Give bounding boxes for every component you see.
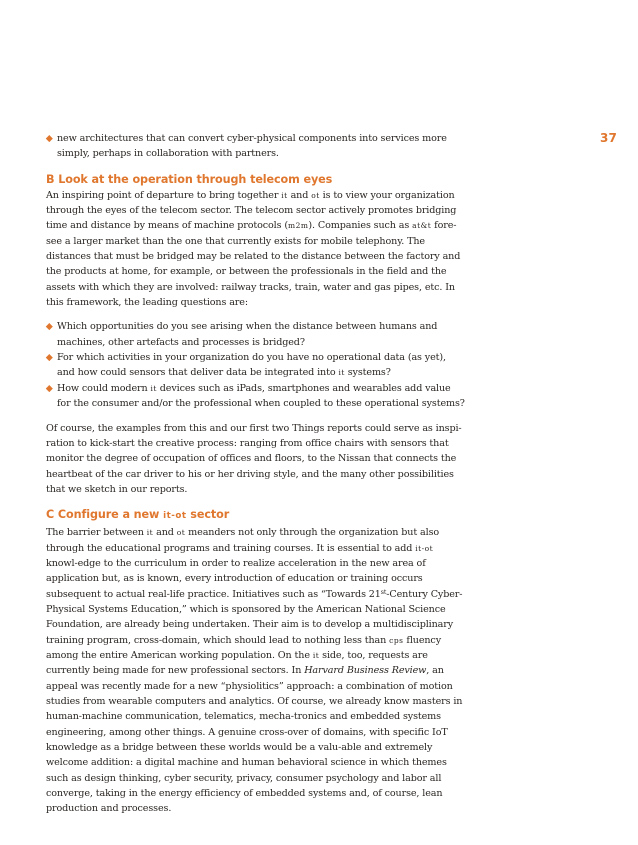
list-item-text: How could modern it devices such as iPads, smartphones and wearables add value for the consumer and/or the professional when coupled to these operational systems? [57,382,465,410]
section-c-paragraph: The barrier between it and ot meanders not only through the organization but also through the educational programs and training courses. It is essential to add it-ot knowl-edge to the curriculum in order to realize acceleration in the new area of application but, as is known, every introduction of education or training occurs subsequent to actual real-life practice. Initiatives such as “Towards 21st-Century Cyber-Physical Systems Education,” which is sponsored by the American National Science Foundation, are already being undertaken. Their aim is to develop a multidisciplinary training program, cross-domain, which should lead to nothing less than cps fluency among the entire American working population. On the it side, too, requests are currently being made for new professional sectors. In Harvard Business Review, an appeal was recently made for a new “physiolitics” approach: a combination of motion studies from wearable computers and analytics. Of course, we already know masters in human-machine communication, telematics, mecha-tronics and embedded systems engineering, among other things. A genuine cross-over of domains, with specific IoT knowledge as a bridge between these worlds would be a valu-able and extremely welcome addition: a digital machine and human behavioral science in which themes such as design thinking, cyber security, privacy, consumer psychology and labor all converge, taking in the energy efficiency of embedded systems and, of course, lean production and processes. [46,527,463,815]
question-list [46,319,466,411]
list-item [46,350,466,381]
list-item-text: Which opportunities do you see arising when the distance between humans and machines, other artefacts and processes is bridged? [57,321,438,348]
list-item [46,319,466,350]
list-item [46,131,466,162]
diamond-bullet-icon [46,354,52,360]
intro-bullet-list [46,131,466,162]
section-b-paragraph: An inspiring point of departure to bring together it and ot is to view your organization through the eyes of the telecom sector. The telecom sector actively promotes bridging time and distance by means of machine protocols (m2m). Companies such as at&t fore-see a larger market than the one that currently exists for mobile telephony. The distances that must be bridged may be related to the distance between the factory and the products at home, for example, or between the professionals in the field and the assets with which they are involved: railway tracks, train, water and gas pipes, etc. In this framework, the leading questions are: [46,189,461,309]
section-b-heading: B Look at the operation through telecom eyes [46,172,333,186]
section-c-heading: C Configure a new it-ot sector [46,508,230,522]
diamond-bullet-icon [46,323,52,329]
diamond-bullet-icon [46,135,52,141]
diamond-bullet-icon [46,385,52,391]
list-item [46,381,466,412]
page-body [46,131,466,817]
section-b-closing-paragraph: Of course, the examples from this and our first two Things reports could serve as inspi-ration to kick-start the creative process: ranging from office chairs with sensors that monitor the degree of occupation of offices and floors, to the Nissan that connects the heartbeat of the car driver to his or her driving style, and the many other possibilities that we sketch in our reports. [46,422,462,495]
list-item-text: For which activities in your organization do you have no operational data (as yet), and how could sensors that deliver data be integrated into it systems? [57,352,446,379]
list-item-text: new architectures that can convert cyber-physical components into services more simply, perhaps in collaboration with partners. [57,133,447,160]
page-number: 37 [600,131,618,145]
